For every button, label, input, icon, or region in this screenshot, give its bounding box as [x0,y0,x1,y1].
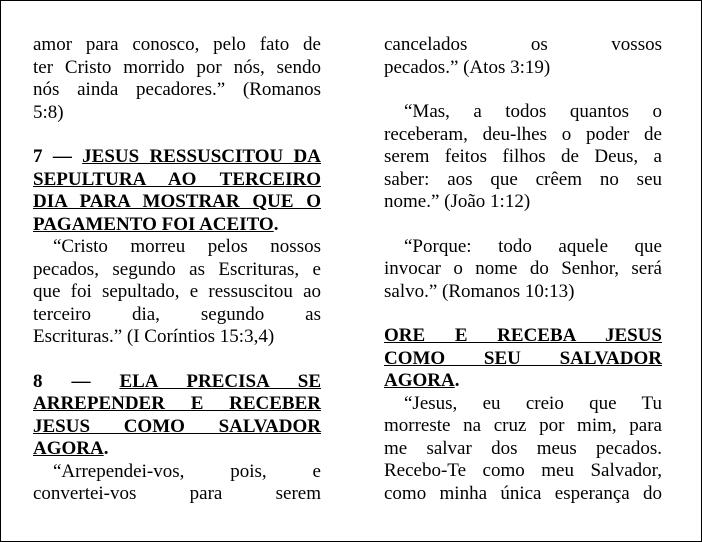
text-line: receberam, deu-lhes o poder de [384,123,662,145]
text-line: 5:8) [33,101,64,123]
text-line: como minha única esperança do [384,482,662,504]
heading-text: ELA PRECISA SE [119,370,321,392]
text-line: cancelados os vossos [384,34,662,55]
heading-text: JESUS RESSUSCITOU DA [82,146,322,167]
text-line: morreste na cruz por mim, para [384,415,662,436]
paragraph-romanos-10-13 [384,236,662,304]
heading-text: ARREPENDER E RECEBER [33,393,321,414]
heading-period: . [273,213,279,235]
heading-text: COMO SEU SALVADOR [384,347,662,369]
heading-text: PAGAMENTO FOI ACEITO [33,213,274,235]
text-line: saber: aos que crêem no seu [384,168,662,190]
left-column [33,34,321,506]
text-line: salvo.” (Romanos 10:13) [384,280,575,302]
text-line: “Arrependei-vos, pois, e [53,460,321,482]
heading-period: . [454,370,460,391]
paragraph-prayer [384,393,662,506]
heading-section-8 [33,371,321,461]
heading-text: AGORA [384,370,455,391]
text-line: invocar o nome do Senhor, será [384,258,662,279]
text-line: nós ainda pecadores.” (Romanos [33,79,321,100]
text-line: pecados.” (Atos 3:19) [384,56,551,78]
heading-text: ORE E RECEBA JESUS [384,325,662,346]
text-line: nome.” (João 1:12) [384,191,531,212]
text-line: Escrituras.” (I Coríntios 15:3,4) [33,326,275,347]
paragraph-romanos-5-8 [33,34,321,124]
heading-text: SEPULTURA AO TERCEIRO [33,168,321,190]
text-line: serem feitos filhos de Deus, a [384,146,662,167]
text-line: me salvar dos meus pecados. [384,437,662,459]
text-line: “Cristo morreu pelos nossos [53,236,321,257]
paragraph-atos-3-19-end [384,34,662,79]
text-line: ter Cristo morrido por nós, sendo [33,56,321,78]
right-column [384,34,662,505]
heading-ore-e-receba [384,325,662,393]
text-line: pecados, segundo as Escrituras, e [33,258,321,280]
text-line: “Mas, a todos quantos o [404,101,662,122]
heading-text: DIA PARA MOSTRAR QUE O [33,191,321,212]
heading-number: 8 — [33,370,120,392]
text-line: amor para conosco, pelo fato de [33,34,321,55]
heading-period: . [103,438,109,459]
paragraph-atos-3-19-start [33,461,321,506]
heading-text: AGORA [33,438,104,459]
text-line: “Jesus, eu creio que Tu [404,392,662,414]
text-line: “Porque: todo aquele que [404,235,662,257]
paragraph-corintios-15 [33,236,321,349]
text-line: terceiro dia, segundo as [33,303,321,325]
text-line: convertei-vos para serem [33,483,321,504]
heading-number: 7 — [33,146,83,167]
heading-text: JESUS COMO SALVADOR [33,415,321,437]
heading-section-7 [33,146,321,236]
text-line: Recebo-Te como meu Salvador, [384,460,662,481]
paragraph-joao-1-12 [384,101,662,214]
text-line: que foi sepultado, e ressuscitou ao [33,281,321,302]
